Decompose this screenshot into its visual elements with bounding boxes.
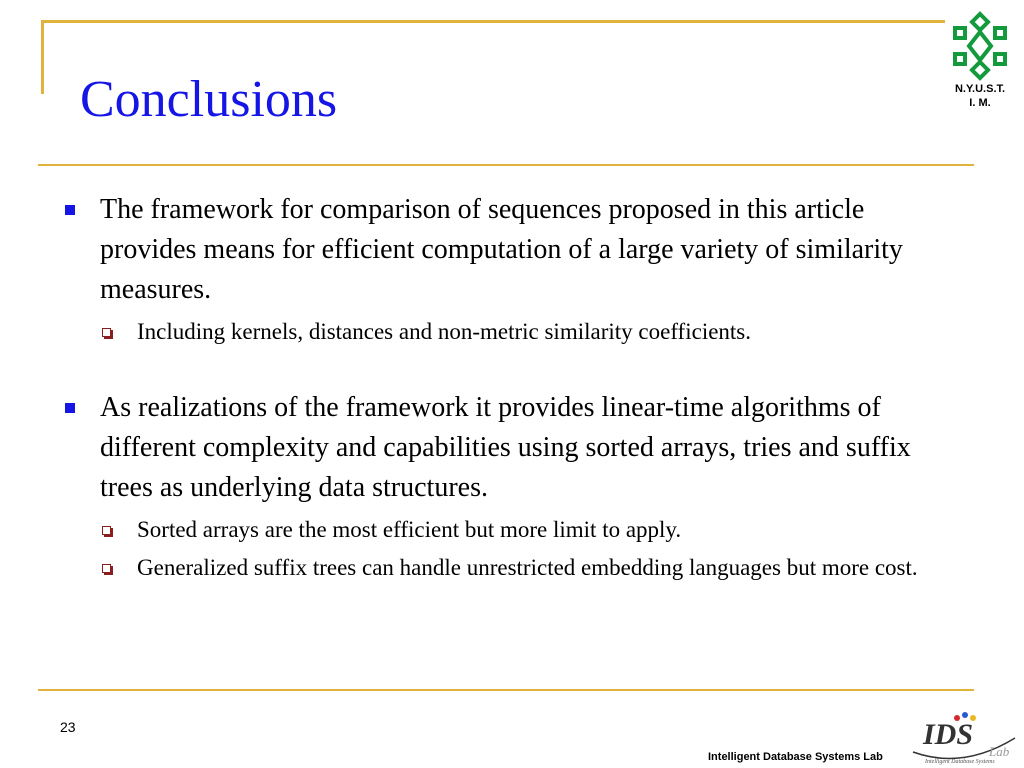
title-divider [38, 164, 974, 166]
nyust-emblem-icon [945, 10, 1015, 82]
slide-title: Conclusions [80, 71, 338, 128]
ids-logo-sub: Lab [989, 744, 1010, 759]
nyust-logo-line2: I. M. [969, 97, 991, 109]
bullet-item [58, 388, 958, 508]
corner-accent-vertical [41, 20, 44, 94]
bullet-text: The framework for comparison of sequences proposed in this article provides means for efficient computation of a large variety of similarity measures. [100, 194, 903, 305]
footer-divider [38, 689, 974, 691]
lab-name: Intelligent Database Systems Lab [708, 751, 883, 763]
bullet-item [58, 190, 958, 310]
square-bullet-icon [65, 403, 75, 413]
square-bullet-icon [65, 205, 75, 215]
nyust-logo-line1: N.Y.U.S.T. [954, 83, 1006, 95]
corner-accent-horizontal [41, 20, 945, 23]
hollow-square-bullet-icon [102, 564, 111, 573]
ids-logo-text: IDS [923, 718, 974, 751]
sub-bullet-item [58, 552, 958, 584]
sub-bullet-item [58, 316, 958, 348]
ids-logo-arc: Intelligent Database Systems [925, 759, 995, 765]
hollow-square-bullet-icon [102, 526, 111, 535]
sub-bullet-text: Generalized suffix trees can handle unrestricted embedding languages but more cost. [137, 555, 918, 580]
slide-content [58, 190, 958, 584]
ids-lab-logo [905, 708, 1020, 766]
sub-bullet-text: Sorted arrays are the most efficient but more limit to apply. [137, 517, 682, 542]
sub-bullet-text: Including kernels, distances and non-metric similarity coefficients. [137, 319, 752, 344]
page-number: 23 [60, 719, 76, 735]
sub-bullet-item [58, 514, 958, 546]
bullet-text: As realizations of the framework it provides linear-time algorithms of different complexity and capabilities using sorted arrays, tries and suffix trees as underlying data structures. [100, 392, 911, 503]
hollow-square-bullet-icon [102, 328, 111, 337]
nyust-logo [940, 10, 1020, 120]
